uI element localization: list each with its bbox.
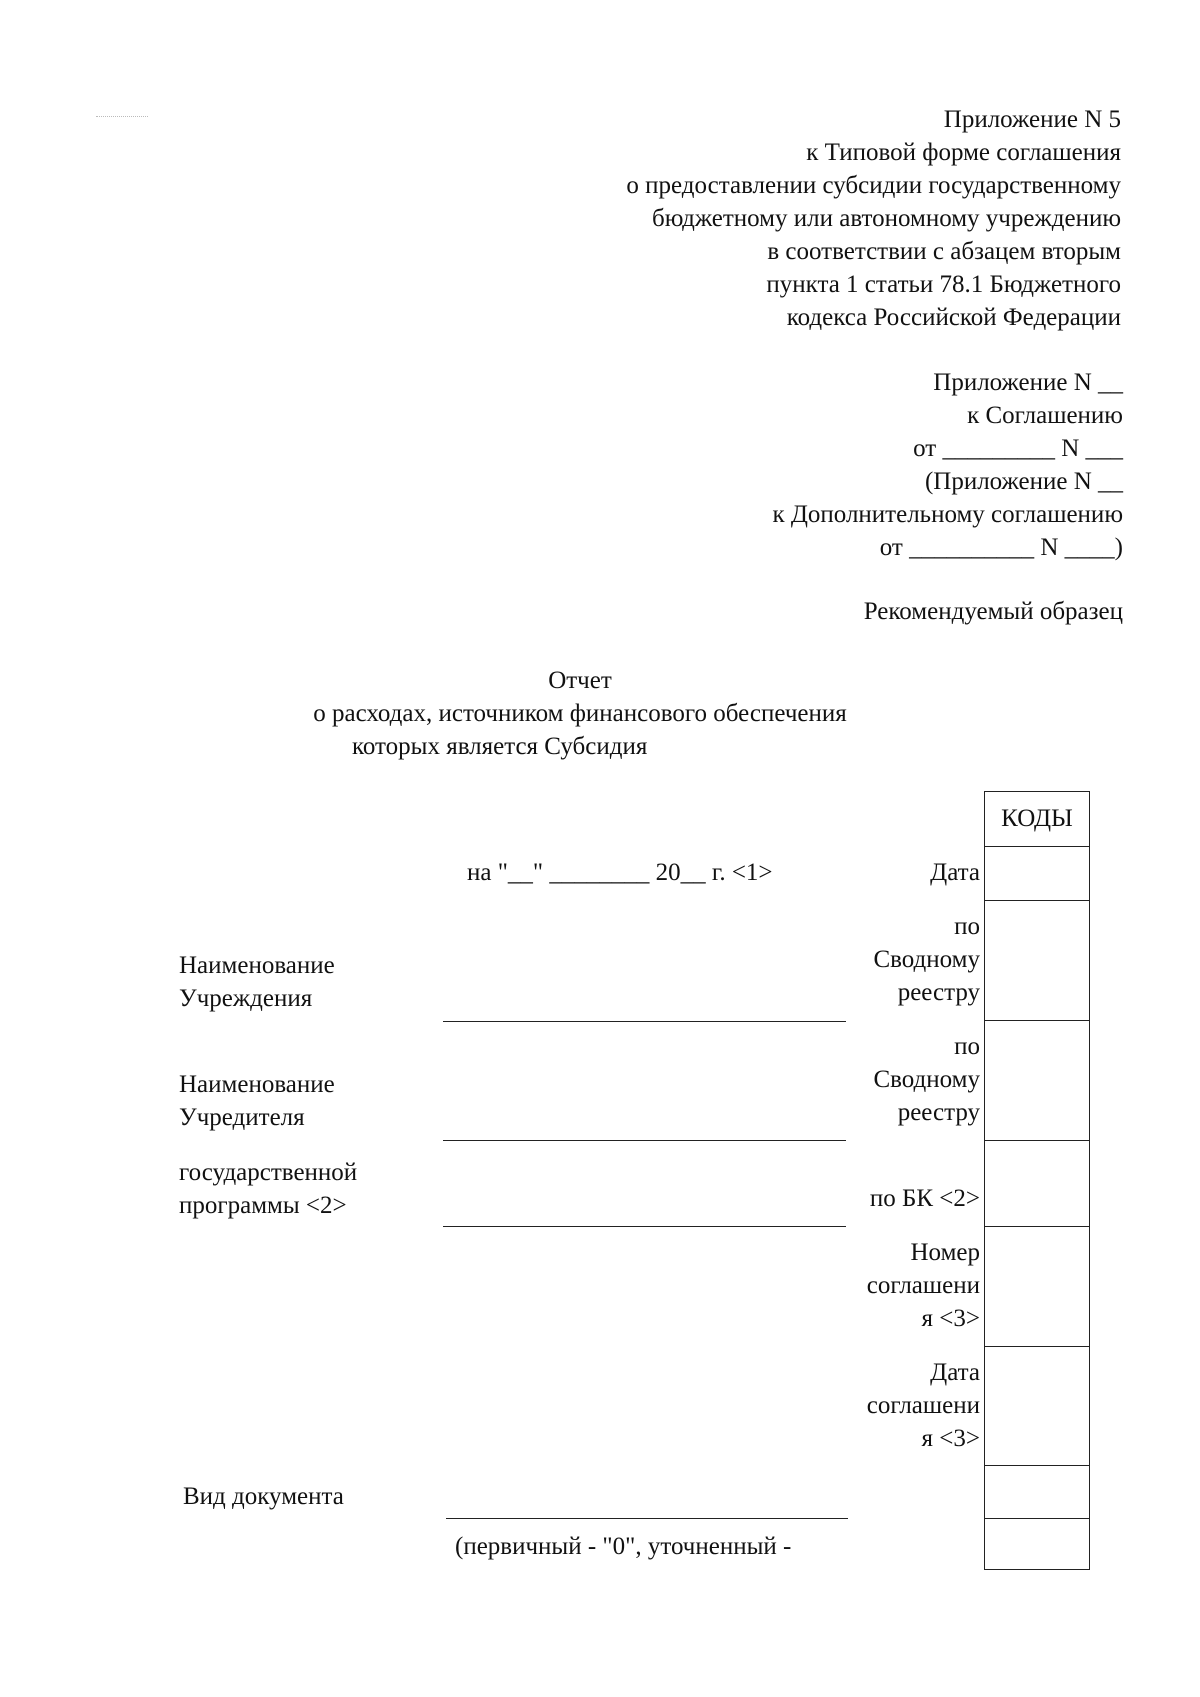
code-label-agreement-number-line: соглашени [866,1272,980,1299]
agreement-header-line: от _________ N ___ [913,435,1123,462]
program-label-line2: программы <2> [179,1192,347,1219]
code-label-agreement-number-line: Номер [910,1239,980,1266]
codes-header: КОДЫ [1001,805,1073,832]
doc-type-note: (первичный - "0", уточненный - [455,1533,792,1560]
code-label-registry1-line: реестру [897,979,980,1006]
attachment-header-line: в соответствии с абзацем вторым [767,238,1121,265]
code-cell-bk[interactable] [985,1140,1089,1227]
founder-field[interactable] [443,1140,846,1141]
code-label-agreement-date-line: Дата [930,1359,980,1386]
code-label-date: Дата [930,859,980,886]
program-field[interactable] [443,1226,846,1227]
attachment-header-line: кодекса Российской Федерации [786,304,1121,331]
code-cell-institution-registry[interactable] [985,900,1089,1021]
code-label-registry2-line: реестру [897,1099,980,1126]
attachment-header-line: к Типовой форме соглашения [806,139,1121,166]
founder-label-line2: Учредителя [179,1104,305,1131]
program-label: государственной [179,1159,358,1186]
attachment-header-line: о предоставлении субсидии государственному [626,172,1121,199]
agreement-header-line: от __________ N ____) [879,534,1123,561]
report-subtitle: о расходах, источником финансового обеспечения [313,700,847,727]
codes-table [984,791,1090,1570]
code-label-registry2-line: по [954,1033,980,1060]
code-cell-agreement-date[interactable] [985,1346,1089,1466]
code-cell-founder-registry[interactable] [985,1020,1089,1141]
codes-row-header [985,792,1089,847]
agreement-header-line: к Соглашению [967,402,1123,429]
code-cell-date[interactable] [985,846,1089,901]
code-label-registry2-line: Сводному [873,1066,980,1093]
founder-label: Наименование [179,1071,335,1098]
institution-label-line2: Учреждения [179,985,313,1012]
code-label-agreement-date-line: соглашени [866,1392,980,1419]
institution-label: Наименование [179,952,335,979]
code-label-registry1-line: по [954,913,980,940]
doc-type-field[interactable] [446,1518,848,1519]
report-date-line: на "__" ________ 20__ г. <1> [467,859,773,886]
code-cell-doc-type-a[interactable] [985,1465,1089,1519]
scan-artifact [96,116,148,118]
code-cell-agreement-number[interactable] [985,1226,1089,1347]
doc-type-label: Вид документа [183,1483,344,1510]
agreement-header-line: к Дополнительному соглашению [772,501,1123,528]
code-label-agreement-number-line: я <3> [921,1305,980,1332]
institution-field[interactable] [443,1021,846,1022]
code-label-registry1-line: Сводному [873,946,980,973]
code-cell-doc-type-b[interactable] [985,1518,1089,1568]
agreement-header-line: Приложение N __ [933,369,1123,396]
report-subtitle-line2: которых является Субсидия [352,733,648,760]
attachment-header-line: Приложение N 5 [943,106,1121,133]
attachment-header-line: бюджетному или автономному учреждению [651,205,1121,232]
code-label-agreement-date-line: я <3> [921,1425,980,1452]
recommended-sample-label: Рекомендуемый образец [863,598,1123,625]
agreement-header-line: (Приложение N __ [924,468,1123,495]
report-title: Отчет [548,667,612,694]
code-label-bk: по БК <2> [869,1185,980,1212]
attachment-header-line: пункта 1 статьи 78.1 Бюджетного [766,271,1121,298]
